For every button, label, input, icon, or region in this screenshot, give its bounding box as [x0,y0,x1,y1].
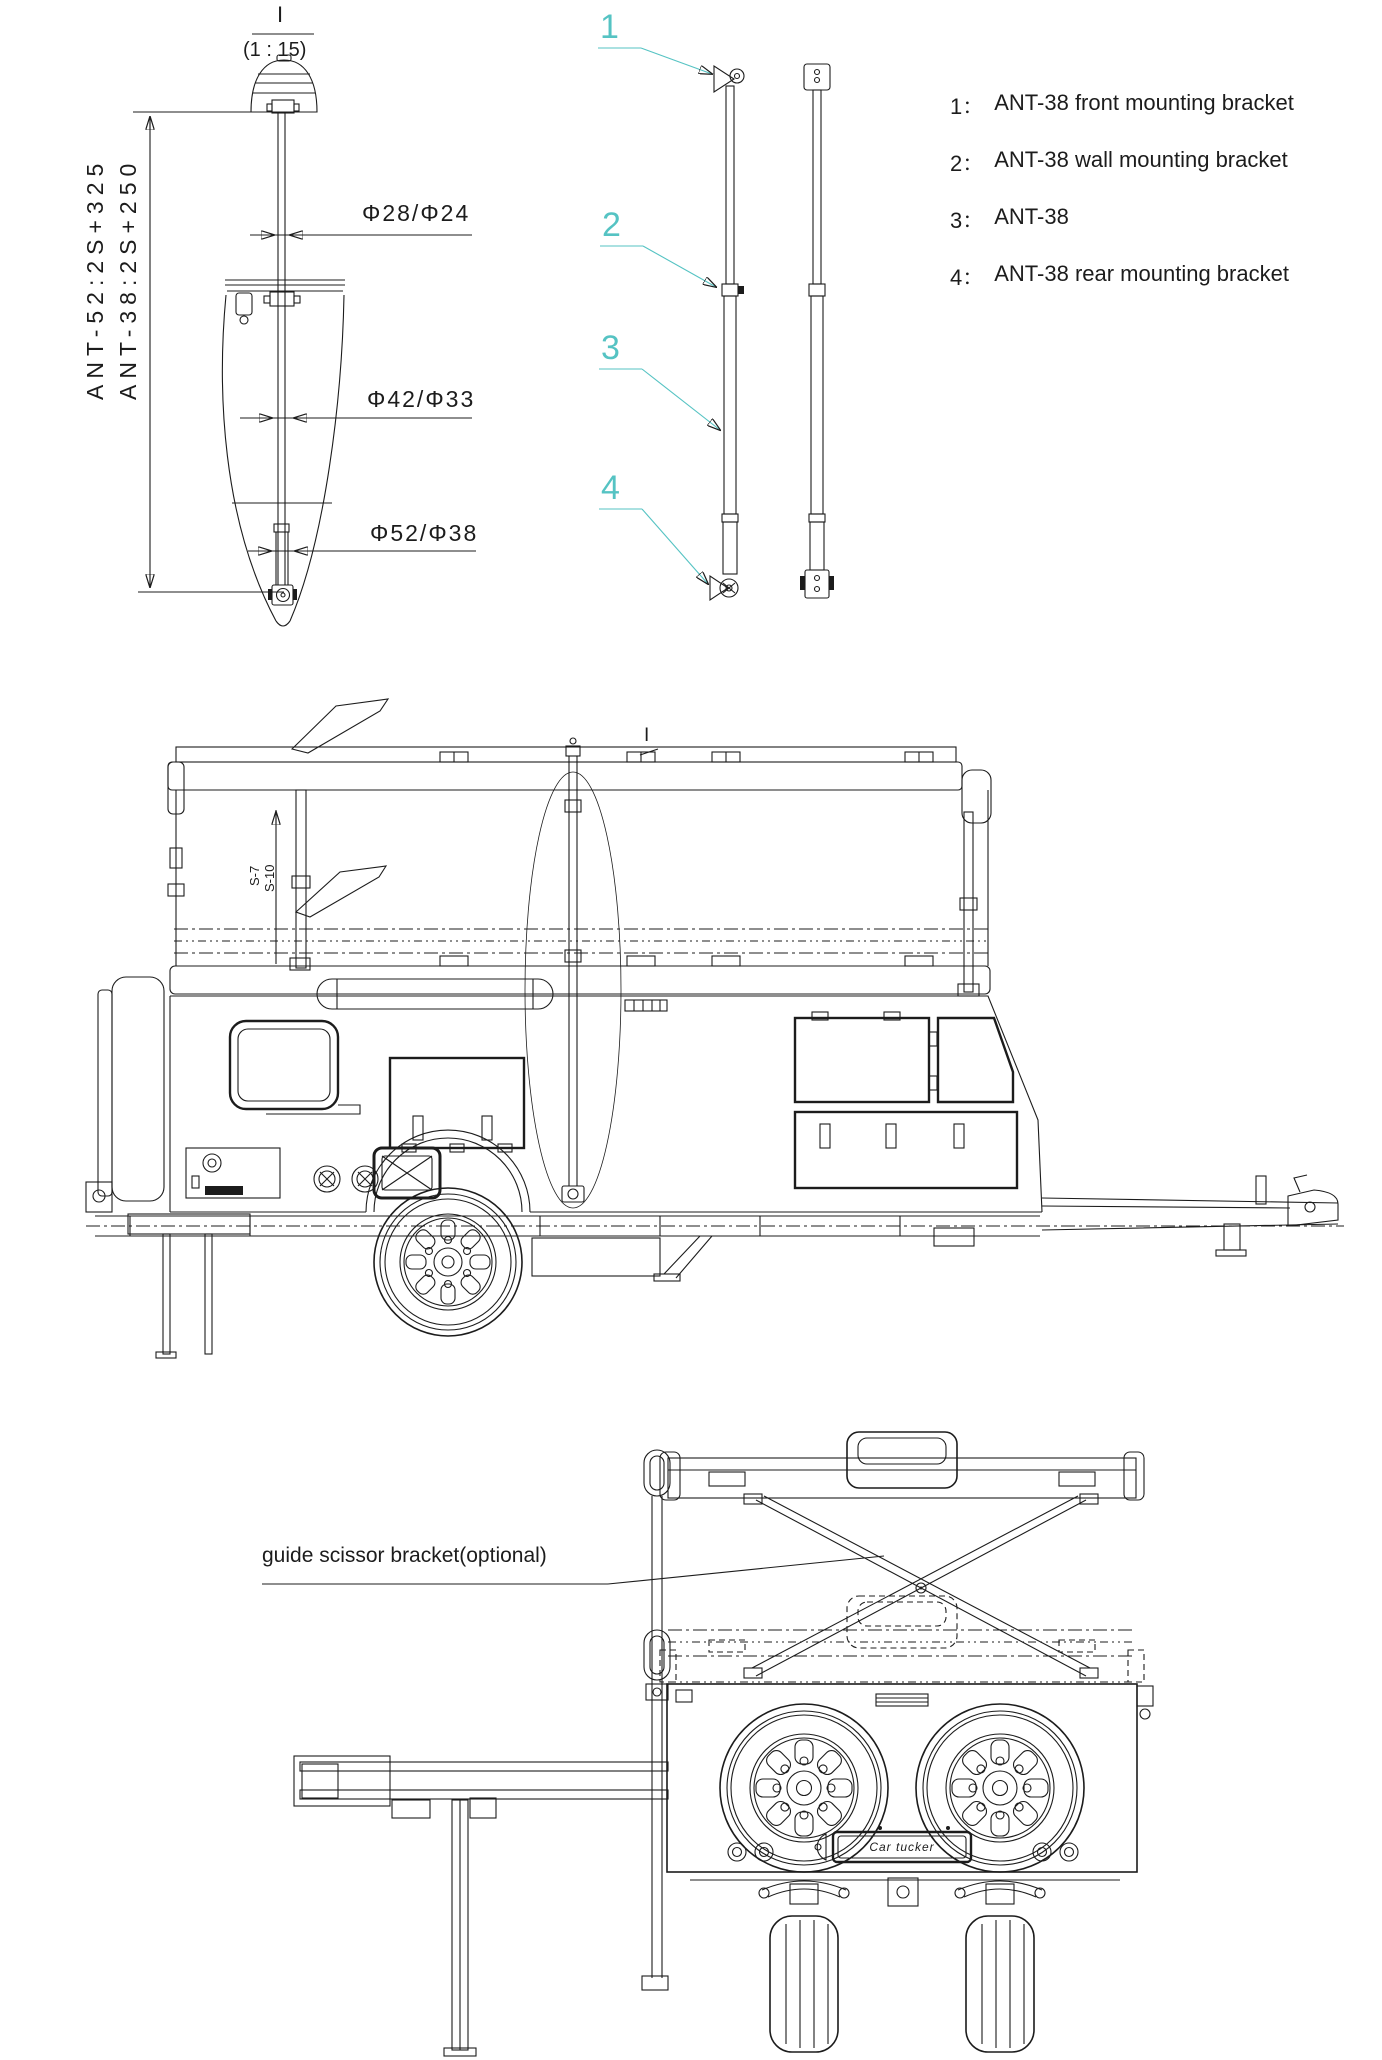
side-view-dim-s7: S-7 [247,865,262,886]
side-view-detail-ref: I [644,725,650,746]
height-label-ant52: ANT-52:2S+325 [82,157,108,400]
legend-item-4-text: ANT-38 rear mounting bracket [994,261,1289,286]
trailer-side-view [86,699,1344,1358]
diameter-label-mid: Φ42/Φ33 [367,386,476,412]
detail-view-title: I [277,2,284,27]
brand-logo-badge: Car tucker [869,1840,935,1854]
callout-2: 2 [602,206,621,244]
legend-item-3-text: ANT-38 [994,204,1069,229]
legend-item-2-num: 2： [950,151,985,176]
trailer-rear-view [262,1432,1153,2056]
legend-item-3-num: 3： [950,208,985,233]
legend-item-4-num: 4： [950,265,985,290]
legend-item-2 [950,147,1288,178]
side-view-dim-s10: S-10 [262,864,277,892]
callout-1: 1 [600,8,619,46]
scissor-bracket-note: guide scissor bracket(optional) [262,1544,547,1567]
detail-view-scale: (1 : 15) [243,39,307,61]
diameter-label-bottom: Φ52/Φ38 [370,520,479,546]
diameter-label-top: Φ28/Φ24 [362,200,471,226]
exploded-antenna-poles [710,64,834,600]
legend-item-2-text: ANT-38 wall mounting bracket [994,147,1288,172]
height-label-ant38: ANT-38:2S+250 [115,157,141,400]
legend-item-3 [950,204,1069,235]
legend-item-1 [950,90,1294,121]
legend-item-4 [950,261,1289,292]
callout-3: 3 [601,329,620,367]
callout-4: 4 [601,469,620,507]
legend-item-1-num: 1： [950,94,985,119]
legend-item-1-text: ANT-38 front mounting bracket [994,90,1294,115]
